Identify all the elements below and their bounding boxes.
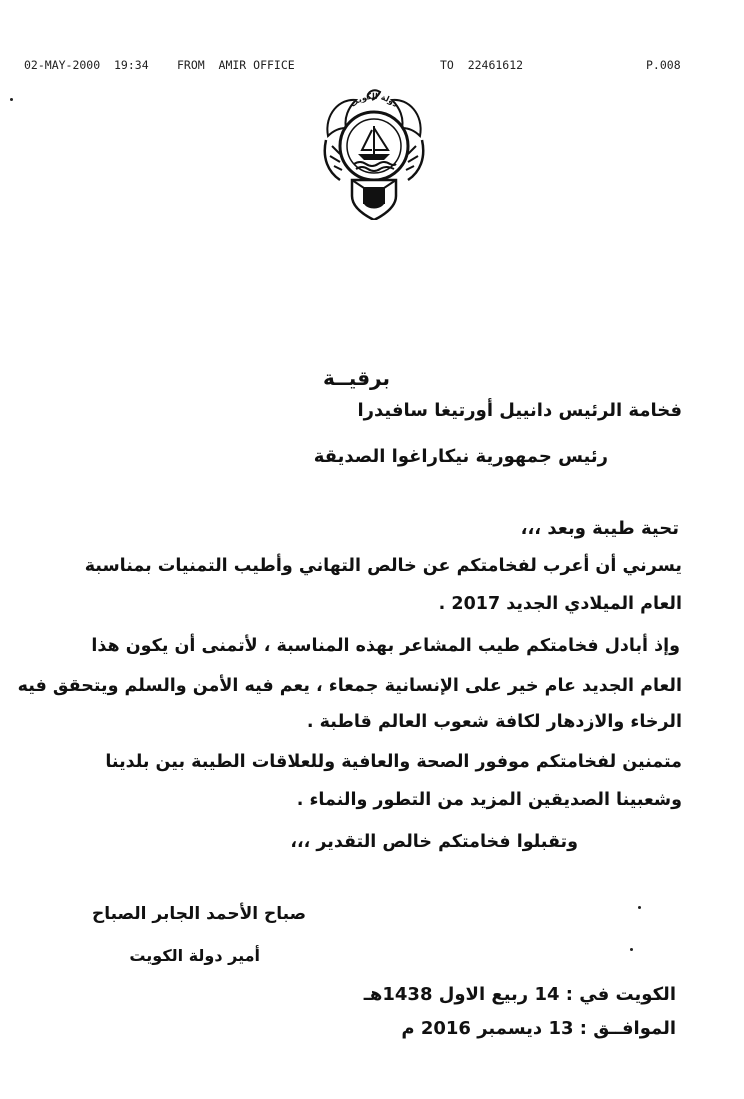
signature-title: أمير دولة الكويت xyxy=(129,946,260,965)
fax-to: TO 22461612 xyxy=(440,58,524,72)
signature-name: صباح الأحمد الجابر الصباح xyxy=(91,904,306,924)
body-line: وإذ أبادل فخامتكم طيب المشاعر بهذه المناسبة ، لأتمنى أن يكون هذا xyxy=(91,636,680,656)
body-line: متمنين لفخامتكم موفور الصحة والعافية وللعلاقات الطيبة بين بلدينا xyxy=(105,752,682,772)
letter-title: برقيــة xyxy=(322,366,390,390)
fax-date-time: 02-MAY-2000 19:34 xyxy=(24,58,149,72)
emblem-caption: دولة الكويت xyxy=(348,91,400,109)
date-hijri: الكويت في : 14 ربيع الاول 1438هـ xyxy=(363,984,676,1005)
kuwait-coat-of-arms-emblem xyxy=(318,88,430,220)
svg-text:دولة الكويت xyxy=(349,92,400,109)
scan-speck xyxy=(10,98,13,101)
greeting: تحية طيبة وبعد ،،، xyxy=(520,518,679,539)
body-line: الرخاء والازدهار لكافة شعوب العالم قاطبة . xyxy=(306,712,682,732)
body-line: وشعبينا الصديقين المزيد من التطور والنماء . xyxy=(296,790,682,810)
fax-from: FROM AMIR OFFICE xyxy=(177,58,295,72)
addressee-line-1: فخامة الرئيس دانييل أورتيغا سافيدرا xyxy=(357,400,682,421)
date-gregorian: الموافــق : 13 ديسمبر 2016 م xyxy=(401,1018,676,1039)
closing-line: وتقبلوا فخامتكم خالص التقدير ،،، xyxy=(290,832,578,852)
body-line: العام الجديد عام خير على الإنسانية جمعاء ، يعم فيه الأمن والسلم ويتحقق فيه xyxy=(17,676,682,696)
scan-speck xyxy=(638,906,641,909)
fax-page-number: P.008 xyxy=(646,58,681,72)
body-line: يسرني أن أعرب لفخامتكم عن خالص التهاني وأطيب التمنيات بمناسبة xyxy=(84,556,682,576)
addressee-line-2: رئيس جمهورية نيكاراغوا الصديقة xyxy=(313,446,608,467)
body-line: العام الميلادي الجديد 2017 . xyxy=(438,594,682,614)
scan-speck xyxy=(630,948,633,951)
fax-header xyxy=(0,58,744,78)
